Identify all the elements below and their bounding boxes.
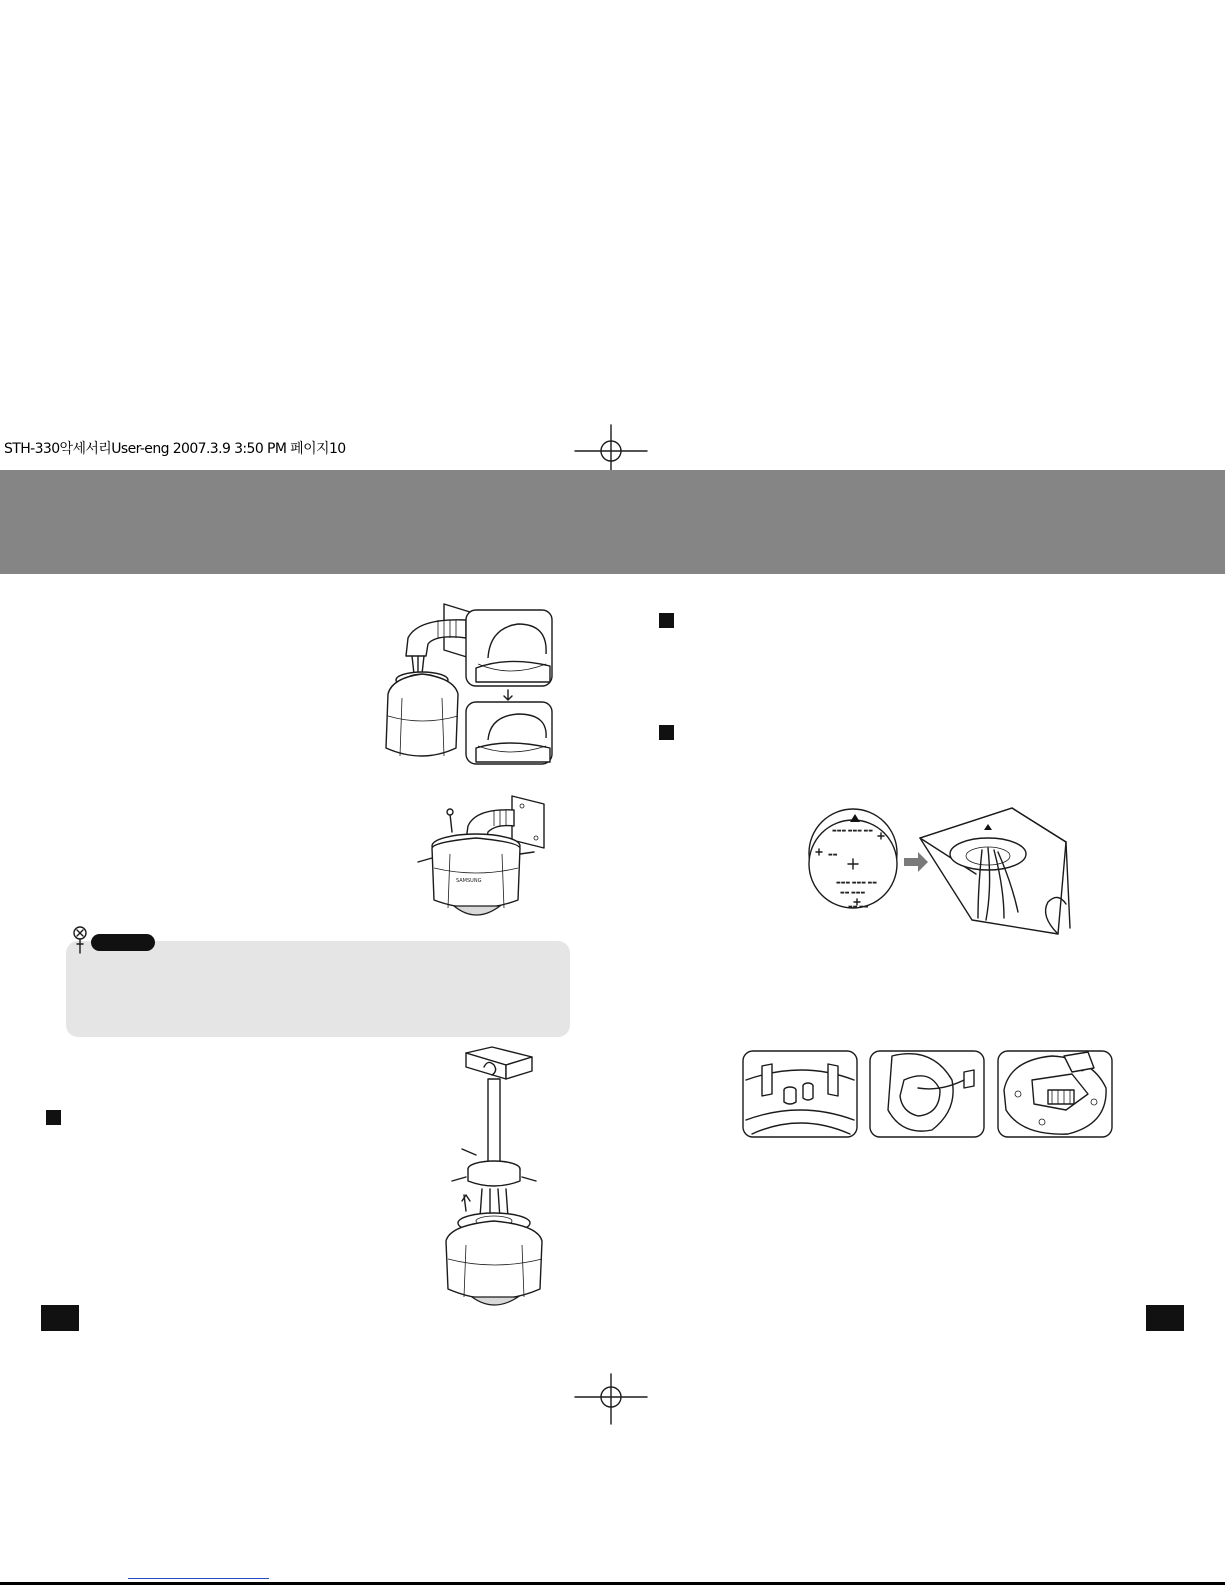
figure-mounting-detail-panels — [742, 1050, 1116, 1140]
square-bullet-icon — [659, 613, 674, 628]
arrow-right-icon — [904, 852, 928, 872]
square-bullet-icon — [46, 1110, 61, 1125]
footer-link-underline — [128, 1578, 269, 1579]
figure-wall-mount-assembly — [378, 598, 563, 768]
print-slug-line: STH-330악세서리User-eng 2007.3.9 3:50 PM 페이지10 — [4, 441, 346, 457]
figure-wall-mount-screws — [416, 792, 556, 922]
page-number-tab-right — [1146, 1305, 1184, 1331]
square-bullet-icon — [659, 725, 674, 740]
section-header-band — [0, 470, 1225, 574]
svg-text:▬▬: ▬▬ — [828, 852, 838, 858]
svg-text:▬▬▬ ▬▬▬ ▬▬: ▬▬▬ ▬▬▬ ▬▬ — [832, 828, 873, 834]
note-box — [66, 941, 570, 1037]
registration-mark-icon — [575, 1374, 647, 1424]
svg-text:▬▬▬ ▬▬▬ ▬▬: ▬▬▬ ▬▬▬ ▬▬ — [836, 880, 877, 886]
wrench-note-icon — [72, 926, 88, 954]
note-label-pill — [91, 934, 155, 951]
camera-brand-label: SAMSUNG — [456, 878, 482, 884]
svg-text:▬▬ ▬▬: ▬▬ ▬▬ — [848, 904, 869, 910]
figure-pole-mount-assembly — [436, 1045, 560, 1313]
page-number-tab-left — [41, 1305, 79, 1331]
registration-mark-icon — [575, 425, 647, 475]
svg-text:▬▬ ▬▬▬: ▬▬ ▬▬▬ — [840, 890, 866, 896]
figure-ceiling-template — [808, 808, 1098, 948]
